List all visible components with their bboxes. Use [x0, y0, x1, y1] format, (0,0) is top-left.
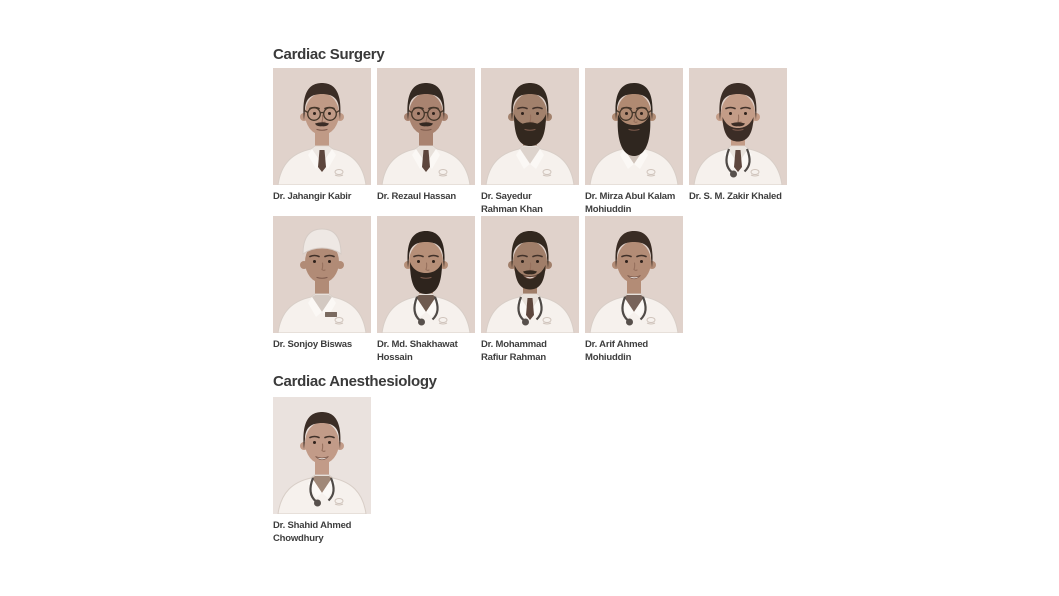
doctor-photo [481, 68, 579, 185]
doctor-photo [689, 68, 787, 185]
portrait-illustration [273, 68, 371, 185]
doctor-name: Dr. Shahid Ahmed Chowdhury [273, 520, 352, 544]
doctor-card[interactable] [585, 68, 683, 216]
doctors-grid-cardiac-anesthesiology [273, 397, 833, 545]
doctor-name: Dr. Md. Shakhawat Hossain [377, 339, 458, 363]
doctor-name: Dr. Sonjoy Biswas [273, 339, 352, 350]
portrait-illustration [273, 216, 371, 333]
doctors-grid-cardiac-surgery [273, 68, 833, 364]
doctor-photo [377, 68, 475, 185]
portrait-illustration [481, 68, 579, 185]
doctor-name: Dr. Mohammad Rafiur Rahman [481, 339, 547, 363]
doctor-card[interactable] [585, 216, 683, 364]
portrait-illustration [481, 216, 579, 333]
doctor-card[interactable] [273, 68, 371, 216]
portrait-illustration [377, 68, 475, 185]
portrait-illustration [689, 68, 787, 185]
department-section-cardiac-surgery [273, 46, 833, 364]
doctor-photo [585, 68, 683, 185]
doctor-name: Dr. Arif Ahmed Mohiuddin [585, 339, 649, 363]
portrait-illustration [377, 216, 475, 333]
section-title-cardiac-surgery: Cardiac Surgery [273, 46, 385, 63]
doctors-directory [273, 46, 833, 545]
doctor-name: Dr. Sayedur Rahman Khan [481, 191, 543, 215]
doctor-photo [585, 216, 683, 333]
doctor-name: Dr. Rezaul Hassan [377, 191, 456, 202]
portrait-illustration [273, 397, 371, 514]
doctor-photo [273, 216, 371, 333]
doctor-card[interactable] [481, 216, 579, 364]
department-section-cardiac-anesthesiology [273, 373, 833, 545]
doctor-photo [481, 216, 579, 333]
doctor-photo [273, 397, 371, 514]
doctor-card[interactable] [689, 68, 787, 216]
doctor-card[interactable] [377, 216, 475, 364]
doctor-card[interactable] [377, 68, 475, 216]
doctor-photo [273, 68, 371, 185]
doctor-card[interactable] [273, 397, 371, 545]
doctor-photo [377, 216, 475, 333]
doctor-name: Dr. Mirza Abul Kalam Mohiuddin [585, 191, 676, 215]
doctor-card[interactable] [273, 216, 371, 364]
section-title-cardiac-anesthesiology: Cardiac Anesthesiology [273, 373, 437, 390]
doctor-card[interactable] [481, 68, 579, 216]
portrait-illustration [585, 68, 683, 185]
doctor-name: Dr. S. M. Zakir Khaled [689, 191, 782, 202]
doctor-name: Dr. Jahangir Kabir [273, 191, 352, 202]
portrait-illustration [585, 216, 683, 333]
